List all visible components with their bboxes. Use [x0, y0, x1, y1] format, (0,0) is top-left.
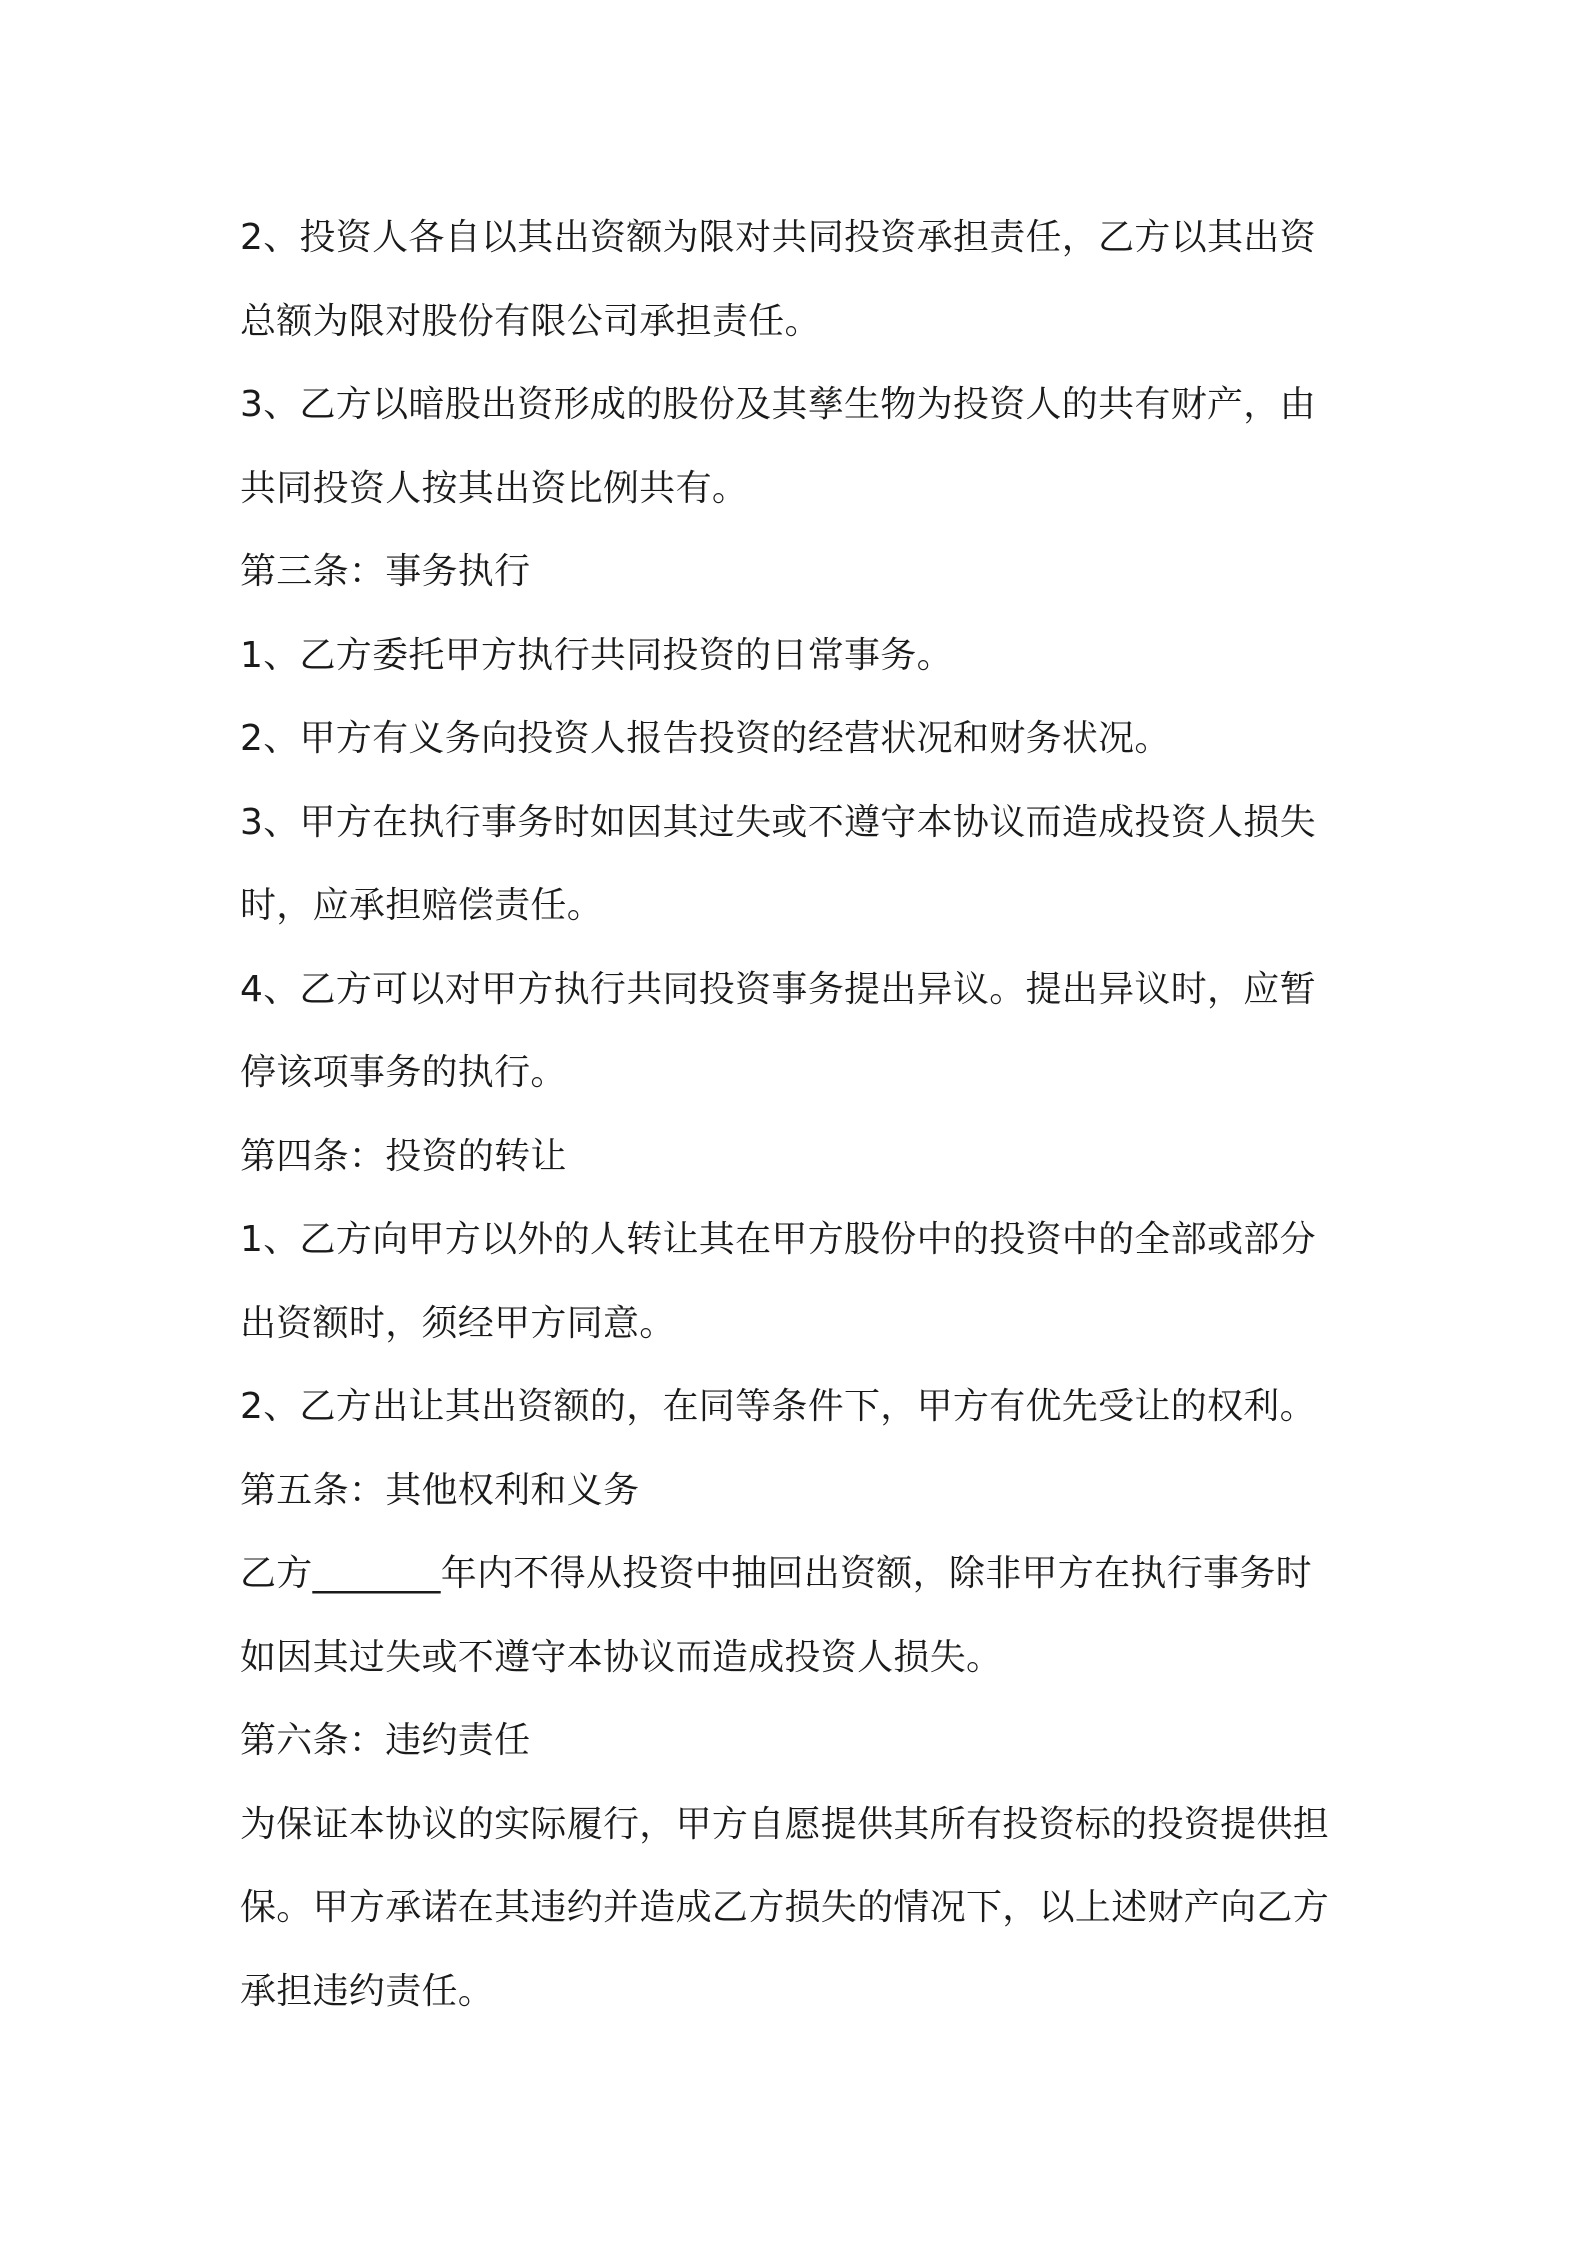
clause-3-3-line-1: 3、甲方在执行事务时如因其过失或不遵守本协议而造成投资人损失 [240, 801, 1316, 843]
clause-4-2: 2、乙方出让其出资额的，在同等条件下，甲方有优先受让的权利。 [240, 1386, 1316, 1427]
article-5-text-line-2: 如因其过失或不遵守本协议而造成投资人损失。 [240, 1636, 1003, 1678]
article-5-heading: 第五条：其他权利和义务 [240, 1469, 640, 1511]
clause-3-4-line-1: 4、乙方可以对甲方执行共同投资事务提出异议。提出异议时，应暂 [240, 968, 1316, 1010]
clause-3-4-line-2: 停该项事务的执行。 [240, 1052, 567, 1093]
article-6-text-line-3: 承担违约责任。 [240, 1970, 495, 2012]
clause-4-1-line-1: 1、乙方向甲方以外的人转让其在甲方股份中的投资中的全部或部分 [240, 1219, 1316, 1260]
article-3-heading: 第三条：事务执行 [240, 551, 531, 592]
clause-3-3-line-2: 时，应承担赔偿责任。 [240, 885, 604, 926]
article-6-text-line-1: 为保证本协议的实际履行，甲方自愿提供其所有投资标的投资提供担 [240, 1803, 1330, 1845]
clause-3-1: 1、乙方委托甲方执行共同投资的日常事务。 [240, 634, 953, 676]
document-body [240, 196, 1358, 2033]
article-6-text-line-2: 保。甲方承诺在其违约并造成乙方损失的情况下，以上述财产向乙方 [240, 1887, 1330, 1928]
clause-2-2-line-2: 总额为限对股份有限公司承担责任。 [240, 300, 821, 342]
clause-2-3-line-1: 3、乙方以暗股出资形成的股份及其孳生物为投资人的共有财产，由 [240, 384, 1316, 425]
clause-4-1-line-2: 出资额时，须经甲方同意。 [240, 1302, 676, 1344]
article-4-heading: 第四条：投资的转让 [240, 1135, 567, 1177]
clause-3-2: 2、甲方有义务向投资人报告投资的经营状况和财务状况。 [240, 718, 1171, 759]
article-5-text-line-1: 乙方_______年内不得从投资中抽回出资额，除非甲方在执行事务时 [240, 1553, 1312, 1594]
clause-2-3-line-2: 共同投资人按其出资比例共有。 [240, 467, 749, 509]
article-6-heading: 第六条：违约责任 [240, 1720, 531, 1761]
clause-2-2-line-1: 2、投资人各自以其出资额为限对共同投资承担责任，乙方以其出资 [240, 217, 1316, 258]
